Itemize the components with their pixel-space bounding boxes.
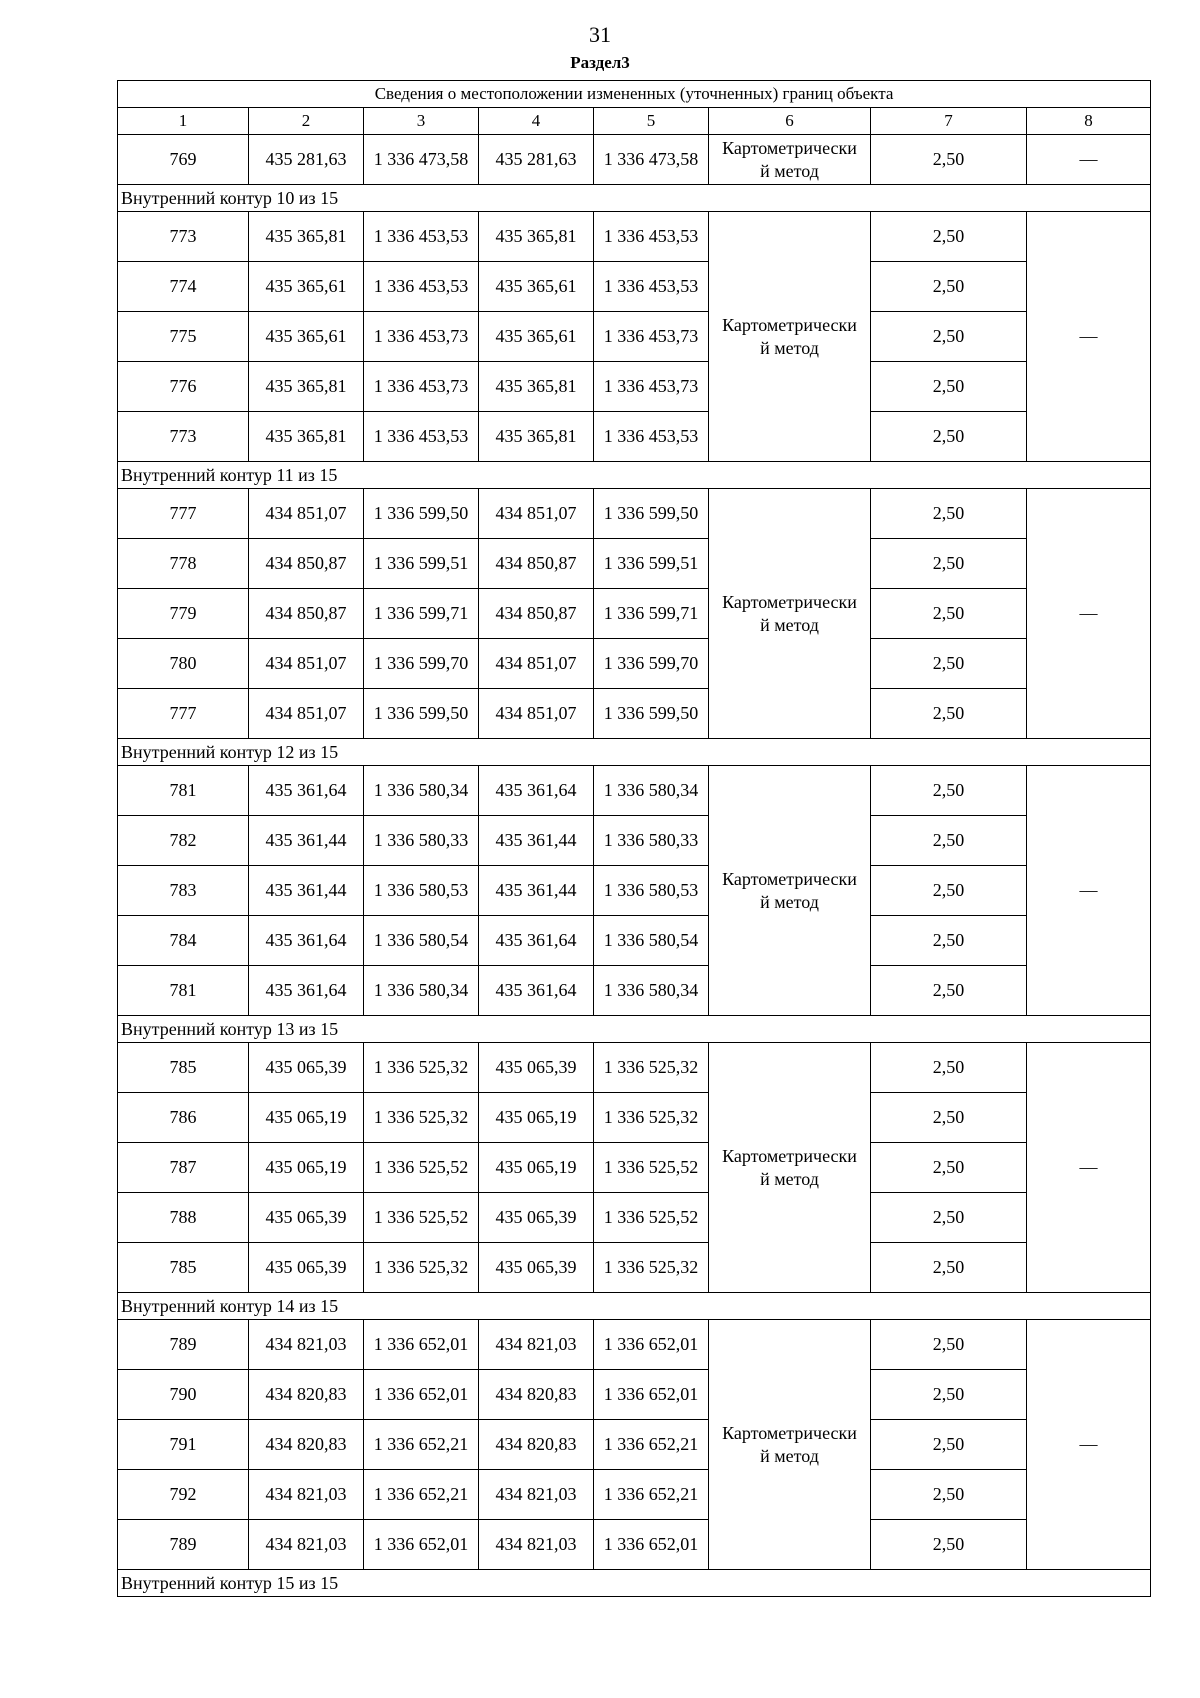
method-line-1: Картометрически — [722, 1145, 857, 1166]
accuracy: 2,50 — [871, 589, 1027, 639]
point-number: 781 — [118, 966, 249, 1016]
accuracy: 2,50 — [871, 212, 1027, 262]
point-number: 784 — [118, 916, 249, 966]
contour-label: Внутренний контур 15 из 15 — [118, 1570, 1151, 1597]
y-refined: 1 336 525,52 — [594, 1193, 709, 1243]
accuracy: 2,50 — [871, 766, 1027, 816]
point-number: 791 — [118, 1420, 249, 1470]
y-existing: 1 336 580,53 — [364, 866, 479, 916]
table-row — [118, 312, 1151, 362]
section-title: Раздел3 — [570, 53, 630, 72]
point-number: 790 — [118, 1370, 249, 1420]
y-refined: 1 336 652,21 — [594, 1420, 709, 1470]
table-row — [118, 1520, 1151, 1570]
y-existing: 1 336 453,73 — [364, 312, 479, 362]
y-refined: 1 336 580,53 — [594, 866, 709, 916]
table-row — [118, 1370, 1151, 1420]
y-existing: 1 336 580,54 — [364, 916, 479, 966]
x-existing: 435 065,19 — [249, 1143, 364, 1193]
x-existing: 435 365,61 — [249, 312, 364, 362]
x-refined: 434 850,87 — [479, 539, 594, 589]
point-number: 776 — [118, 362, 249, 412]
y-existing: 1 336 652,01 — [364, 1320, 479, 1370]
y-existing: 1 336 525,52 — [364, 1193, 479, 1243]
y-refined: 1 336 652,21 — [594, 1470, 709, 1520]
y-existing: 1 336 453,73 — [364, 362, 479, 412]
table-row — [118, 1143, 1151, 1193]
boundary-table — [117, 80, 1151, 1597]
contour-label: Внутренний контур 12 из 15 — [118, 739, 1151, 766]
table-row — [118, 135, 1151, 185]
method-line-1: Картометрически — [722, 314, 857, 335]
y-refined: 1 336 599,71 — [594, 589, 709, 639]
point-number: 780 — [118, 639, 249, 689]
y-refined: 1 336 525,32 — [594, 1243, 709, 1293]
table-row — [118, 766, 1151, 816]
y-existing: 1 336 525,32 — [364, 1043, 479, 1093]
x-refined: 435 361,64 — [479, 966, 594, 1016]
x-refined: 435 361,64 — [479, 916, 594, 966]
table-row — [118, 1320, 1151, 1370]
method-cell — [709, 212, 871, 462]
column-number: 2 — [249, 108, 364, 135]
method-line-1: Картометрически — [722, 1422, 857, 1443]
table-title: Сведения о местоположении измененных (уточненных) границ объекта — [118, 81, 1151, 108]
table-row — [118, 1193, 1151, 1243]
contour-label: Внутренний контур 10 из 15 — [118, 185, 1151, 212]
method-line-2: й метод — [760, 1168, 819, 1189]
table-body — [118, 135, 1151, 1597]
method-cell — [709, 1320, 871, 1570]
table-row — [118, 1243, 1151, 1293]
point-number: 782 — [118, 816, 249, 866]
column-number: 8 — [1027, 108, 1151, 135]
accuracy: 2,50 — [871, 866, 1027, 916]
accuracy: 2,50 — [871, 312, 1027, 362]
accuracy: 2,50 — [871, 966, 1027, 1016]
accuracy: 2,50 — [871, 1470, 1027, 1520]
x-existing: 435 365,81 — [249, 412, 364, 462]
x-refined: 434 821,03 — [479, 1470, 594, 1520]
table-row — [118, 689, 1151, 739]
x-existing: 435 365,61 — [249, 262, 364, 312]
y-existing: 1 336 599,51 — [364, 539, 479, 589]
y-refined: 1 336 599,70 — [594, 639, 709, 689]
y-refined: 1 336 473,58 — [594, 135, 709, 185]
y-refined: 1 336 652,01 — [594, 1320, 709, 1370]
y-refined: 1 336 453,53 — [594, 412, 709, 462]
table-row — [118, 1043, 1151, 1093]
method-line-1: Картометрически — [722, 868, 857, 889]
dash-mark: — — [1079, 326, 1098, 346]
y-existing: 1 336 599,71 — [364, 589, 479, 639]
y-existing: 1 336 453,53 — [364, 412, 479, 462]
extra-cell — [1027, 212, 1151, 462]
x-existing: 435 361,44 — [249, 866, 364, 916]
x-refined: 435 065,19 — [479, 1093, 594, 1143]
table-row — [118, 589, 1151, 639]
table-row — [118, 816, 1151, 866]
method-line-2: й метод — [760, 337, 819, 358]
table-row — [118, 1420, 1151, 1470]
y-existing: 1 336 652,01 — [364, 1370, 479, 1420]
x-refined: 434 851,07 — [479, 639, 594, 689]
x-refined: 435 361,44 — [479, 866, 594, 916]
accuracy: 2,50 — [871, 539, 1027, 589]
point-number: 785 — [118, 1243, 249, 1293]
y-existing: 1 336 580,33 — [364, 816, 479, 866]
method-line-2: й метод — [760, 1445, 819, 1466]
contour-header-row — [118, 1016, 1151, 1043]
method-line-2: й метод — [760, 891, 819, 912]
dash-mark: — — [1079, 603, 1098, 623]
accuracy: 2,50 — [871, 489, 1027, 539]
accuracy: 2,50 — [871, 639, 1027, 689]
x-refined: 435 365,81 — [479, 362, 594, 412]
table-row — [118, 262, 1151, 312]
x-existing: 435 065,39 — [249, 1193, 364, 1243]
accuracy: 2,50 — [871, 1420, 1027, 1470]
method-cell — [709, 135, 871, 185]
x-refined: 434 821,03 — [479, 1320, 594, 1370]
point-number: 788 — [118, 1193, 249, 1243]
point-number: 781 — [118, 766, 249, 816]
y-refined: 1 336 652,01 — [594, 1520, 709, 1570]
x-existing: 434 851,07 — [249, 689, 364, 739]
method-line-2: й метод — [760, 160, 819, 181]
x-refined: 435 365,61 — [479, 262, 594, 312]
method-cell — [709, 1043, 871, 1293]
x-existing: 435 361,64 — [249, 966, 364, 1016]
table-row — [118, 639, 1151, 689]
point-number: 785 — [118, 1043, 249, 1093]
point-number: 787 — [118, 1143, 249, 1193]
x-refined: 435 065,19 — [479, 1143, 594, 1193]
accuracy: 2,50 — [871, 1520, 1027, 1570]
method-line-1: Картометрически — [722, 591, 857, 612]
y-existing: 1 336 525,32 — [364, 1093, 479, 1143]
y-refined: 1 336 599,50 — [594, 689, 709, 739]
y-refined: 1 336 652,01 — [594, 1370, 709, 1420]
contour-header-row — [118, 1293, 1151, 1320]
x-refined: 434 851,07 — [479, 489, 594, 539]
column-number: 3 — [364, 108, 479, 135]
accuracy: 2,50 — [871, 1370, 1027, 1420]
extra-cell — [1027, 489, 1151, 739]
accuracy: 2,50 — [871, 816, 1027, 866]
column-number: 1 — [118, 108, 249, 135]
x-refined: 435 365,61 — [479, 312, 594, 362]
page-number: 31 — [589, 22, 611, 47]
x-existing: 434 851,07 — [249, 489, 364, 539]
x-refined: 434 850,87 — [479, 589, 594, 639]
accuracy: 2,50 — [871, 1093, 1027, 1143]
x-refined: 435 361,44 — [479, 816, 594, 866]
point-number: 789 — [118, 1520, 249, 1570]
method-cell — [709, 489, 871, 739]
accuracy: 2,50 — [871, 1043, 1027, 1093]
point-number: 773 — [118, 212, 249, 262]
table-row — [118, 1093, 1151, 1143]
table-row — [118, 212, 1151, 262]
x-existing: 435 065,39 — [249, 1043, 364, 1093]
y-refined: 1 336 453,73 — [594, 312, 709, 362]
y-refined: 1 336 525,52 — [594, 1143, 709, 1193]
dash-mark: — — [1079, 880, 1098, 900]
point-number: 774 — [118, 262, 249, 312]
dash-mark: — — [1079, 1157, 1098, 1177]
point-number: 773 — [118, 412, 249, 462]
x-refined: 435 065,39 — [479, 1243, 594, 1293]
point-number: 769 — [118, 135, 249, 185]
column-number: 5 — [594, 108, 709, 135]
extra-cell — [1027, 135, 1151, 185]
point-number: 789 — [118, 1320, 249, 1370]
x-existing: 434 821,03 — [249, 1470, 364, 1520]
y-refined: 1 336 525,32 — [594, 1093, 709, 1143]
x-refined: 435 065,39 — [479, 1043, 594, 1093]
contour-header-row — [118, 1570, 1151, 1597]
accuracy: 2,50 — [871, 262, 1027, 312]
dash-mark: — — [1079, 149, 1098, 169]
point-number: 777 — [118, 689, 249, 739]
x-refined: 435 361,64 — [479, 766, 594, 816]
y-existing: 1 336 453,53 — [364, 262, 479, 312]
extra-cell — [1027, 766, 1151, 1016]
x-existing: 435 361,64 — [249, 766, 364, 816]
y-refined: 1 336 580,34 — [594, 766, 709, 816]
x-existing: 434 821,03 — [249, 1520, 364, 1570]
x-existing: 435 065,19 — [249, 1093, 364, 1143]
accuracy: 2,50 — [871, 689, 1027, 739]
x-existing: 435 361,44 — [249, 816, 364, 866]
x-existing: 434 820,83 — [249, 1420, 364, 1470]
point-number: 777 — [118, 489, 249, 539]
x-refined: 435 065,39 — [479, 1193, 594, 1243]
x-existing: 434 850,87 — [249, 589, 364, 639]
y-refined: 1 336 453,53 — [594, 262, 709, 312]
contour-header-row — [118, 462, 1151, 489]
point-number: 778 — [118, 539, 249, 589]
point-number: 786 — [118, 1093, 249, 1143]
y-existing: 1 336 652,21 — [364, 1420, 479, 1470]
accuracy: 2,50 — [871, 362, 1027, 412]
x-refined: 434 820,83 — [479, 1420, 594, 1470]
accuracy: 2,50 — [871, 1243, 1027, 1293]
x-refined: 435 281,63 — [479, 135, 594, 185]
accuracy: 2,50 — [871, 1143, 1027, 1193]
point-number: 792 — [118, 1470, 249, 1520]
table-row — [118, 412, 1151, 462]
dash-mark: — — [1079, 1434, 1098, 1454]
point-number: 783 — [118, 866, 249, 916]
table-row — [118, 489, 1151, 539]
y-refined: 1 336 453,53 — [594, 212, 709, 262]
contour-label: Внутренний контур 13 из 15 — [118, 1016, 1151, 1043]
x-existing: 435 065,39 — [249, 1243, 364, 1293]
y-existing: 1 336 525,52 — [364, 1143, 479, 1193]
table-row — [118, 966, 1151, 1016]
extra-cell — [1027, 1320, 1151, 1570]
y-refined: 1 336 580,54 — [594, 916, 709, 966]
y-existing: 1 336 453,53 — [364, 212, 479, 262]
contour-label: Внутренний контур 14 из 15 — [118, 1293, 1151, 1320]
x-existing: 434 850,87 — [249, 539, 364, 589]
accuracy: 2,50 — [871, 916, 1027, 966]
table-row — [118, 1470, 1151, 1520]
y-existing: 1 336 580,34 — [364, 766, 479, 816]
contour-header-row — [118, 185, 1151, 212]
y-existing: 1 336 599,50 — [364, 489, 479, 539]
y-existing: 1 336 599,70 — [364, 639, 479, 689]
y-existing: 1 336 473,58 — [364, 135, 479, 185]
point-number: 779 — [118, 589, 249, 639]
point-number: 775 — [118, 312, 249, 362]
y-existing: 1 336 652,21 — [364, 1470, 479, 1520]
column-number: 7 — [871, 108, 1027, 135]
y-refined: 1 336 453,73 — [594, 362, 709, 412]
y-existing: 1 336 580,34 — [364, 966, 479, 1016]
x-refined: 434 851,07 — [479, 689, 594, 739]
accuracy: 2,50 — [871, 135, 1027, 185]
x-existing: 434 851,07 — [249, 639, 364, 689]
extra-cell — [1027, 1043, 1151, 1293]
table-row — [118, 362, 1151, 412]
x-refined: 435 365,81 — [479, 412, 594, 462]
x-existing: 434 820,83 — [249, 1370, 364, 1420]
x-existing: 435 365,81 — [249, 212, 364, 262]
method-cell — [709, 766, 871, 1016]
method-line-2: й метод — [760, 614, 819, 635]
y-refined: 1 336 599,51 — [594, 539, 709, 589]
x-refined: 434 821,03 — [479, 1520, 594, 1570]
y-refined: 1 336 580,33 — [594, 816, 709, 866]
y-refined: 1 336 580,34 — [594, 966, 709, 1016]
table-row — [118, 916, 1151, 966]
column-number: 6 — [709, 108, 871, 135]
column-number: 4 — [479, 108, 594, 135]
table-row — [118, 866, 1151, 916]
x-existing: 434 821,03 — [249, 1320, 364, 1370]
contour-label: Внутренний контур 11 из 15 — [118, 462, 1151, 489]
y-refined: 1 336 599,50 — [594, 489, 709, 539]
x-refined: 435 365,81 — [479, 212, 594, 262]
method-line-1: Картометрически — [722, 137, 857, 158]
accuracy: 2,50 — [871, 1193, 1027, 1243]
x-existing: 435 361,64 — [249, 916, 364, 966]
y-existing: 1 336 525,32 — [364, 1243, 479, 1293]
y-existing: 1 336 652,01 — [364, 1520, 479, 1570]
x-refined: 434 820,83 — [479, 1370, 594, 1420]
table-row — [118, 539, 1151, 589]
accuracy: 2,50 — [871, 412, 1027, 462]
y-existing: 1 336 599,50 — [364, 689, 479, 739]
x-existing: 435 281,63 — [249, 135, 364, 185]
contour-header-row — [118, 739, 1151, 766]
accuracy: 2,50 — [871, 1320, 1027, 1370]
y-refined: 1 336 525,32 — [594, 1043, 709, 1093]
x-existing: 435 365,81 — [249, 362, 364, 412]
